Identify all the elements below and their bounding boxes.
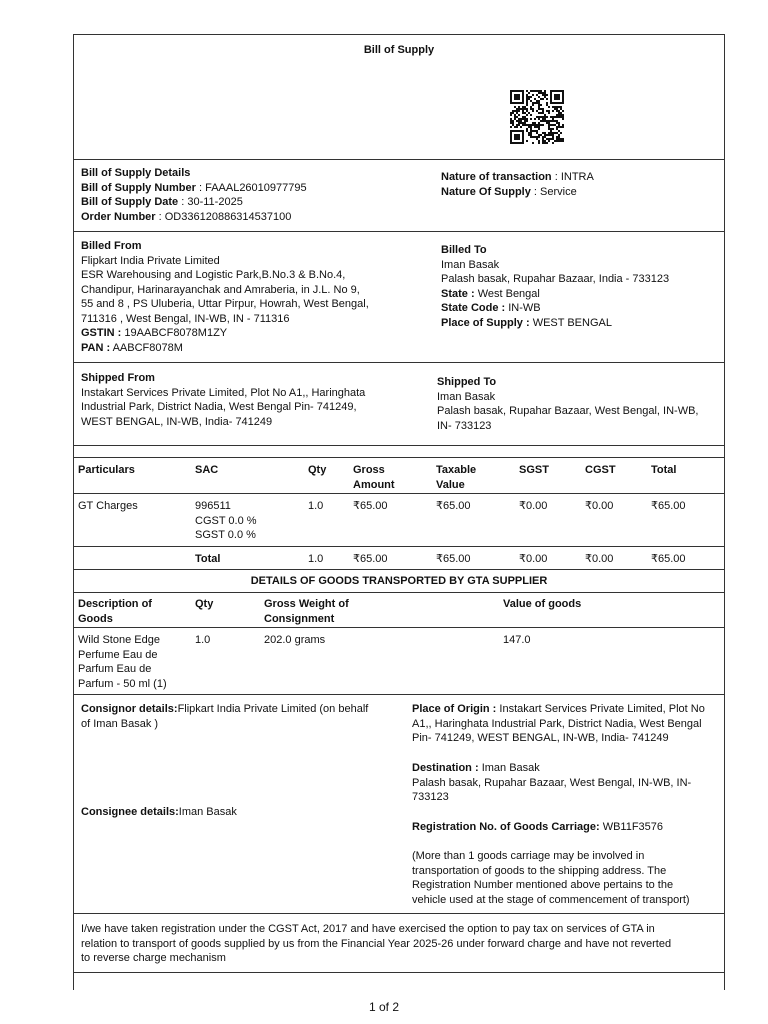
description-line: Perfume Eau de — [78, 648, 158, 661]
billed-from — [81, 239, 369, 355]
origin-line: Instakart Services Private Limited, Plot No — [499, 703, 705, 715]
declaration — [81, 922, 671, 966]
registration-label: Registration No. of Goods Carriage: — [412, 821, 600, 833]
address-line: 711316 , West Bengal, IN-WB, IN - 711316 — [81, 312, 290, 325]
divider — [73, 546, 725, 547]
consignor-line: Flipkart India Private Limited (on behalf — [177, 703, 369, 715]
place-of-origin — [412, 702, 705, 746]
place-of-supply: WEST BENGAL — [532, 316, 612, 329]
address-line: Iman Basak — [437, 390, 496, 403]
consignor-details — [81, 702, 368, 731]
col-gross-line2: Amount — [353, 478, 395, 491]
declaration-line: I/we have taken registration under the CGST Act, 2017 and have exercised the option to pay tax on services of GTA in — [81, 923, 655, 935]
nature-details: Nature of transaction : INTRA Nature Of Supply : Service — [441, 171, 594, 198]
origin-line: Pin- 741249, WEST BENGAL, IN-WB, India- 741249 — [412, 732, 669, 744]
row-taxable: ₹65.00 — [436, 500, 471, 512]
total-label: Total — [195, 553, 221, 565]
description-line: Parfum - 50 ml (1) — [78, 677, 167, 690]
state-label: State : — [441, 287, 475, 300]
gta-col-desc-line1: Description of — [78, 598, 152, 610]
billed-to — [441, 243, 669, 330]
gta-col-qty: Qty — [195, 598, 214, 610]
shipped-to-heading: Shipped To — [437, 376, 497, 388]
order-number-label: Order Number — [81, 210, 156, 223]
address-line: ESR Warehousing and Logistic Park,B.No.3 & B.No.4, — [81, 269, 346, 281]
total-cgst: ₹0.00 — [585, 553, 614, 565]
divider — [73, 457, 725, 458]
note-line: Registration Number mentioned above pertains to the — [412, 879, 674, 891]
declaration-line: relation to transport of goods supplied by us from the Financial Year 2025-26 under forward charge and have not reverted — [81, 937, 672, 950]
address-line: 55 and 8 , PS Uluberia, Uttar Pirpur, Howrah, West Bengal, — [81, 298, 369, 310]
note-line: transportation of goods to the shipping address. The — [412, 864, 667, 877]
gta-col-description — [78, 597, 152, 626]
origin-line: A1,, Haringhata Industrial Park, District Nadia, West Bengal — [412, 717, 702, 730]
col-gross-amount — [353, 463, 395, 492]
state-code-label: State Code : — [441, 302, 506, 314]
state: West Bengal — [477, 287, 540, 300]
note-line: vehicle used at the stage of commencement of transport) — [412, 893, 690, 906]
address-line: WEST BENGAL, IN-WB, India- 741249 — [81, 415, 273, 428]
shipped-to — [437, 375, 698, 433]
address-line: Palash basak, Rupahar Bazaar, West Bengal, IN-WB, — [437, 405, 699, 417]
divider — [73, 159, 725, 160]
shipped-from-heading: Shipped From — [81, 372, 155, 384]
registration-number: WB11F3576 — [602, 821, 664, 833]
place-of-supply-label: Place of Supply : — [441, 316, 530, 329]
order-number: OD336120886314537100 — [164, 210, 292, 223]
divider — [73, 493, 725, 494]
qr-code-icon — [510, 90, 564, 144]
nature-supply: Service — [540, 185, 577, 198]
gta-row-description — [78, 633, 167, 691]
address-line: Flipkart India Private Limited — [81, 254, 220, 267]
bill-date: 30-11-2025 — [187, 196, 243, 208]
address-line: Instakart Services Private Limited, Plot No A1,, Haringhata — [81, 386, 366, 399]
col-cgst: CGST — [585, 464, 616, 476]
row-qty: 1.0 — [308, 500, 324, 512]
gta-heading: DETAILS OF GOODS TRANSPORTED BY GTA SUPPLIER — [250, 575, 548, 587]
bill-number-label: Bill of Supply Number — [81, 181, 196, 194]
col-total: Total — [651, 464, 677, 476]
consignee-label: Consignee details: — [81, 806, 179, 818]
row-particulars: GT Charges — [78, 500, 138, 512]
row-sgst: ₹0.00 — [519, 500, 548, 512]
col-sgst: SGST — [519, 464, 549, 476]
bill-details-heading: Bill of Supply Details — [81, 167, 191, 179]
divider — [73, 972, 725, 973]
billed-from-heading: Billed From — [81, 240, 142, 252]
address-line: Industrial Park, District Nadia, West Bengal Pin- 741249, — [81, 401, 357, 413]
divider — [73, 231, 725, 232]
divider — [73, 569, 725, 570]
note-line: (More than 1 goods carriage may be involved in — [412, 850, 645, 862]
gta-col-value: Value of goods — [503, 598, 582, 610]
nature-transaction: INTRA — [560, 171, 594, 183]
gta-col-desc-line2: Goods — [78, 612, 113, 625]
shipped-from — [81, 371, 365, 429]
row-gross: ₹65.00 — [353, 500, 388, 512]
total-gross: ₹65.00 — [353, 553, 388, 565]
destination-line: 733123 — [412, 791, 449, 803]
destination-line: Palash basak, Rupahar Bazaar, West Bengal, IN-WB, IN- — [412, 776, 692, 789]
pan-label: PAN : — [81, 341, 111, 354]
consignee-details — [81, 805, 237, 820]
bill-number: FAAAL26010977795 — [205, 181, 307, 194]
gstin: 19AABCF8078M1ZY — [124, 327, 228, 339]
carriage-note — [412, 849, 690, 907]
address-line: Chandipur, Harinarayanchak and Amraberia, in J.L. No 9, — [81, 283, 360, 296]
row-cgst: ₹0.00 — [585, 500, 614, 512]
consignee: Iman Basak — [178, 806, 237, 818]
col-taxable-line1: Taxable — [436, 464, 477, 476]
document-title: Bill of Supply — [363, 44, 435, 56]
divider — [73, 362, 725, 363]
col-gross-line1: Gross — [353, 464, 385, 476]
page-number: 1 of 2 — [368, 1000, 400, 1014]
divider — [73, 592, 725, 593]
gta-row-qty: 1.0 — [195, 634, 211, 646]
total-amount: ₹65.00 — [651, 553, 686, 565]
billed-to-name: Iman Basak — [441, 258, 500, 271]
col-qty: Qty — [308, 464, 327, 476]
gta-col-weight — [264, 597, 349, 626]
col-taxable-value — [436, 463, 476, 492]
gta-col-weight-line1: Gross Weight of — [264, 598, 349, 610]
total-taxable: ₹65.00 — [436, 553, 471, 565]
total-qty: 1.0 — [308, 553, 324, 565]
row-total: ₹65.00 — [651, 500, 686, 512]
pan: AABCF8078M — [112, 341, 183, 354]
origin-label: Place of Origin : — [412, 703, 497, 715]
col-particulars: Particulars — [78, 464, 135, 476]
description-line: Parfum Eau de — [78, 663, 152, 675]
billed-to-address: Palash basak, Rupahar Bazaar, India - 733123 — [441, 273, 670, 285]
nature-supply-label: Nature Of Supply — [441, 185, 531, 198]
bill-details: Bill of Supply Details Bill of Supply Number : FAAAL26010977795 Bill of Supply Date : 30-11-2025 Order Number : OD336120886314537100 — [81, 167, 307, 223]
divider — [73, 694, 725, 695]
gta-row-weight: 202.0 grams — [264, 634, 326, 646]
state-code: IN-WB — [508, 302, 541, 314]
divider — [73, 627, 725, 628]
total-sgst: ₹0.00 — [519, 553, 548, 565]
declaration-line: to reverse charge mechanism — [81, 952, 226, 964]
row-sac — [195, 499, 257, 543]
nature-transaction-label: Nature of transaction — [441, 171, 552, 183]
registration — [412, 820, 663, 835]
gstin-label: GSTIN : — [81, 327, 122, 339]
bill-date-label: Bill of Supply Date — [81, 196, 179, 208]
col-sac: SAC — [195, 464, 219, 476]
description-line: Wild Stone Edge — [78, 634, 160, 646]
destination-label: Destination : — [412, 762, 479, 774]
consignor-label: Consignor details: — [81, 703, 178, 715]
sac-code: 996511 — [195, 500, 231, 512]
destination-name: Iman Basak — [481, 762, 540, 774]
gta-col-weight-line2: Consignment — [264, 612, 335, 625]
cgst-rate: CGST 0.0 % — [195, 514, 257, 527]
divider — [73, 913, 725, 914]
sgst-rate: SGST 0.0 % — [195, 529, 256, 541]
consignor-line: of Iman Basak ) — [81, 717, 159, 730]
divider — [73, 445, 725, 446]
billed-to-heading: Billed To — [441, 244, 487, 256]
address-line: IN- 733123 — [437, 419, 492, 432]
gta-row-value: 147.0 — [503, 634, 531, 646]
destination — [412, 761, 691, 805]
col-taxable-line2: Value — [436, 478, 465, 491]
